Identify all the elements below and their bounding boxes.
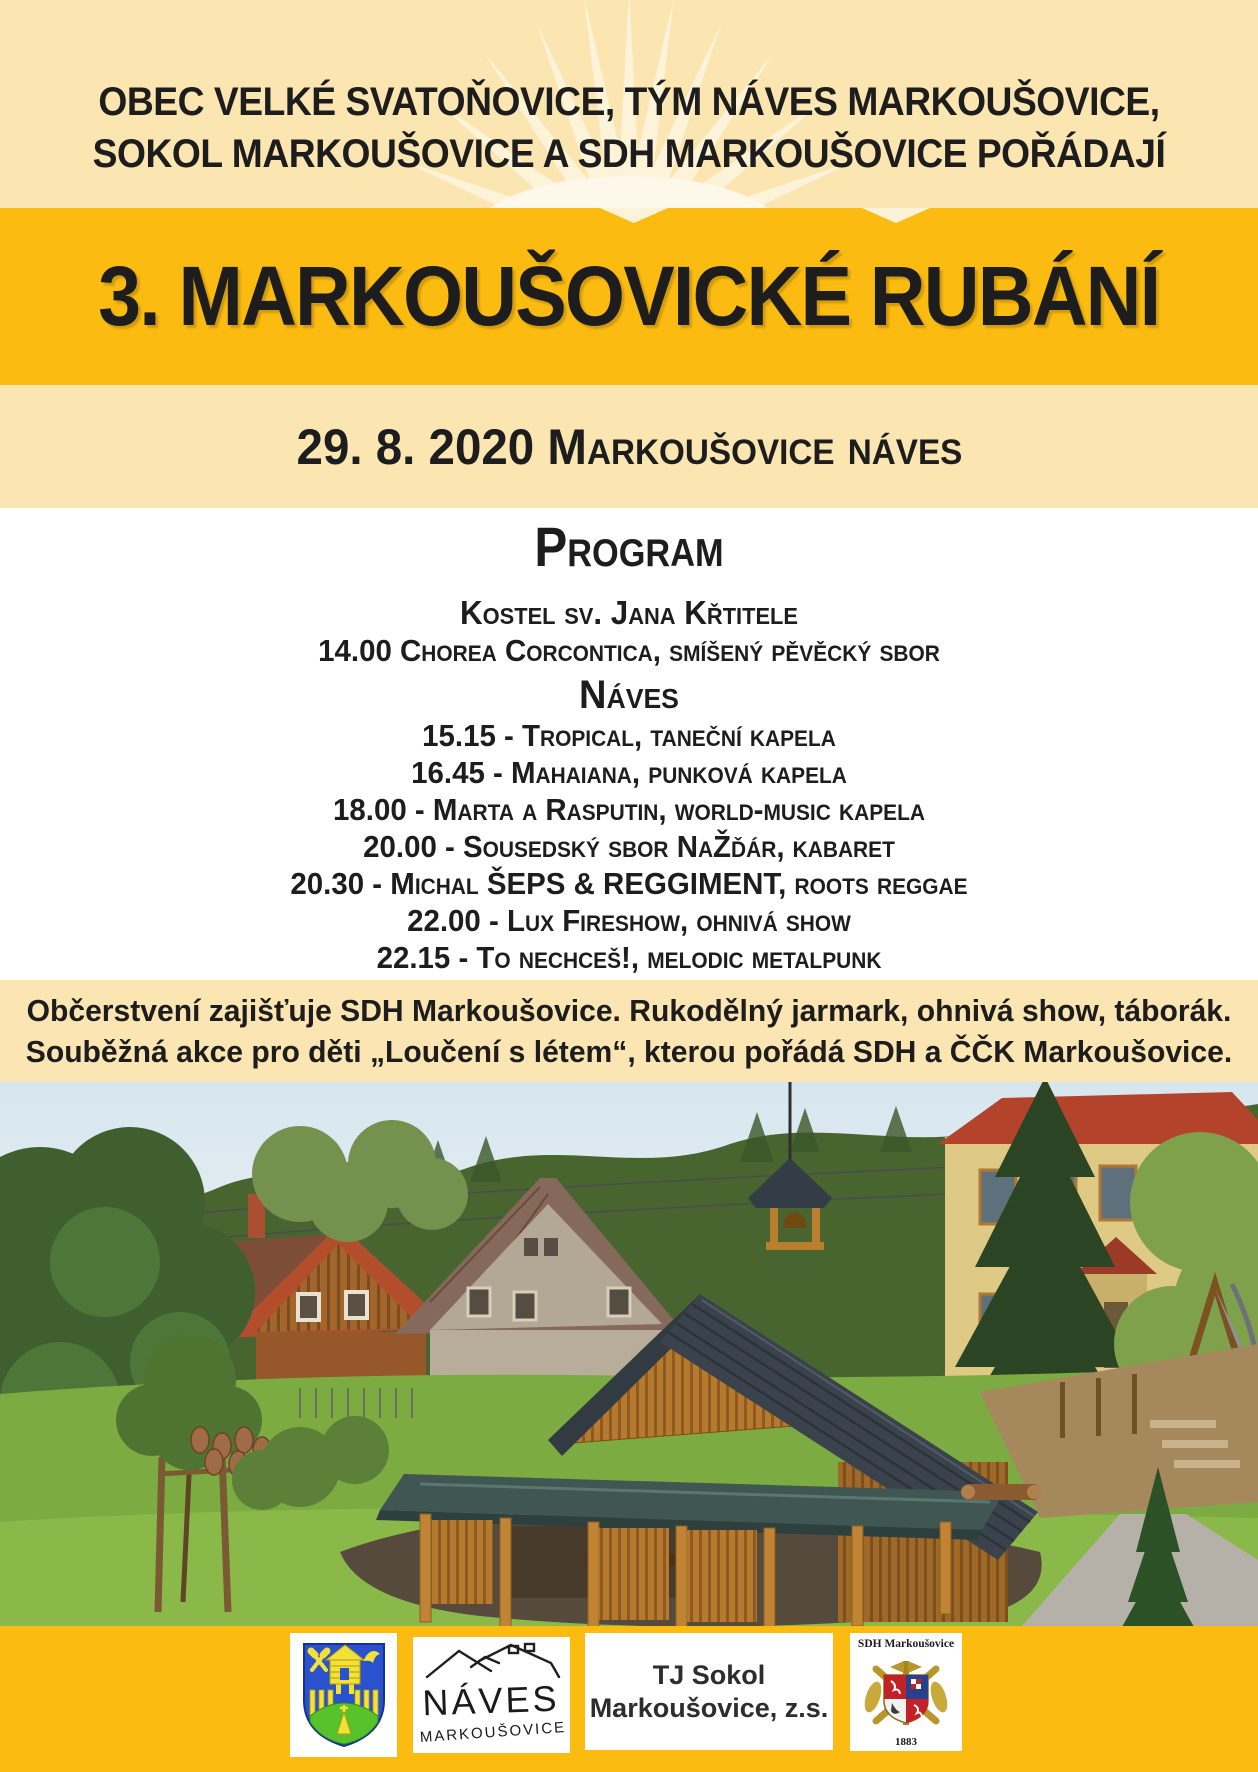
program-section [0,508,1258,980]
program-item: 20.30 - Michal ŠEPS & REGGIMENT, roots reggae [290,866,968,901]
logo-box-coat-of-arms [290,1633,397,1757]
info-line-1: Občerstvení zajišťuje SDH Markoušovice. Rukodělný jarmark, ohnivá show, táborák. [26,993,1232,1028]
sdh-logo-title: SDH Markoušovice [857,1638,955,1650]
sdh-markousovice-emblem-icon [850,1633,962,1751]
naves-logo-subtitle: MARKOUŠOVICE [419,1718,567,1747]
program-item: 18.00 - Marta a Rasputin, world-music kapela [333,792,925,827]
sdh-logo-year: 1883 [895,1736,917,1748]
organizer-line-1: OBEC VELKÉ SVATOŇOVICE, TÝM NÁVES MARKOUŠOVICE, [98,80,1160,124]
naves-logo-title: NÁVES [421,1677,561,1724]
event-date-location: 29. 8. 2020 Markoušovice náves [296,418,962,475]
venue-heading-naves: Náves [579,673,679,717]
program-item: 16.45 - Mahaiana, punková kapela [411,755,847,790]
program-heading: Program [534,515,724,578]
program-item: 15.15 - Tropical, taneční kapela [422,718,836,753]
village-photo-graphic [0,1082,1258,1626]
program-item: 22.15 - To nechceš!, melodic metalpunk [376,940,882,975]
program-item: 22.00 - Lux Fireshow, ohnivá show [407,903,851,938]
info-band [0,980,1258,1082]
velke-svatonovice-coat-of-arms-icon [296,1638,392,1752]
log-pile [961,1484,1041,1500]
organizer-line-2: SOKOL MARKOUŠOVICE A SDH MARKOUŠOVICE POŘÁDAJÍ [92,132,1166,176]
title-band [0,208,1258,385]
program-item: 20.00 - Sousedský sbor NaŽďár, kabaret [363,829,895,864]
logo-box-sokol [585,1633,833,1750]
footer-band [0,1626,1258,1772]
naves-markousovice-logo [413,1637,570,1753]
event-title: 3. MARKOUŠOVICKÉ RUBÁNÍ [98,249,1160,343]
logo-box-naves [413,1637,570,1753]
sunburst-overflow-notch [600,208,668,223]
venue-heading-kostel: Kostel sv. Jana Křtitele [460,594,798,631]
village-photo [0,1082,1258,1626]
organizer-lines [0,76,1258,180]
sokol-logo-line2: Markoušovice, z.s. [589,1692,829,1723]
logo-box-sdh [850,1633,962,1751]
sunburst-overflow-notch [862,208,930,223]
date-band [0,385,1258,508]
header-band [0,0,1258,208]
info-line-2: Souběžná akce pro děti „Loučení s létem“, kterou pořádá SDH a ČČK Markoušovice. [25,1034,1233,1069]
sokol-logo-line1: TJ Sokol [652,1659,766,1690]
program-item: 14.00 Chorea Corcontica, smíšený pěvěcký sbor [318,633,940,668]
